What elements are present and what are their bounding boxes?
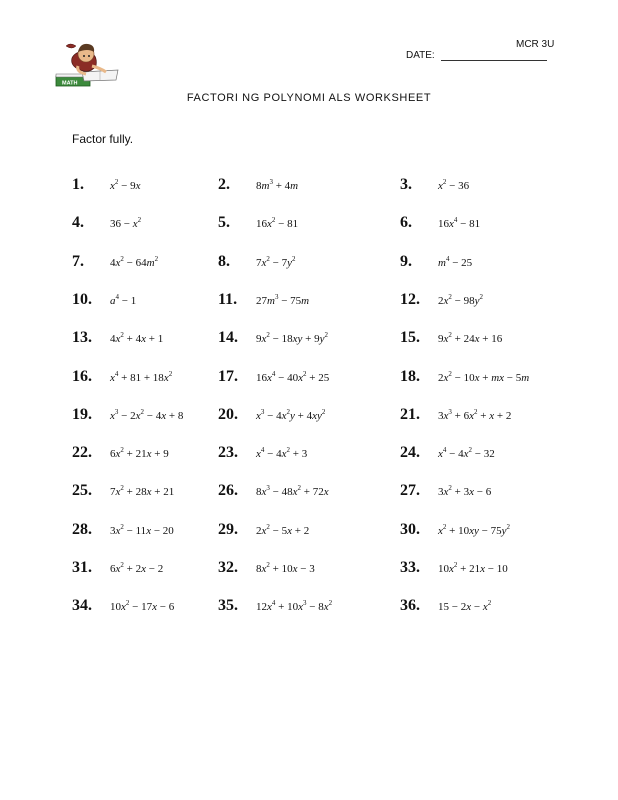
- problem-item: [218, 444, 307, 462]
- problem-expression: $8m^3 + 4m$: [256, 178, 299, 192]
- problem-expression: $15 - 2x - x^2$: [438, 599, 492, 614]
- problem-number: 26.: [218, 482, 238, 500]
- problem-number: 22.: [72, 444, 92, 462]
- problem-expression: $6x^2 + 21x + 9$: [110, 446, 169, 461]
- problem-expression: $10x^2 + 21x - 10$: [438, 561, 508, 575]
- problem-expression: $x^3 - 2x^2 - 4x + 8$: [110, 407, 184, 422]
- problem-expression: $7x^2 - 7y^2$: [256, 254, 296, 269]
- problem-item: [72, 214, 141, 232]
- problem-number: 5.: [218, 214, 230, 232]
- problem-expression: $3x^2 - 11x - 20$: [110, 522, 174, 537]
- problem-number: 15.: [400, 329, 420, 347]
- problem-number: 29.: [218, 520, 238, 538]
- problem-expression: $3x^3 + 6x^2 + x + 2$: [438, 407, 512, 422]
- problem-item: [400, 291, 483, 309]
- instructions: Factor fully.: [72, 132, 134, 146]
- problem-expression: $9x^2 - 18xy + 9y^2$: [256, 331, 328, 346]
- problem-item: [72, 176, 141, 194]
- problem-number: 3.: [400, 176, 412, 193]
- problem-item: [400, 482, 491, 500]
- math-book-label: MATH: [62, 80, 78, 87]
- problem-expression: $2x^2 - 10x$ + mx − 5m: [438, 369, 530, 384]
- problem-expression: $m^4 - 25$: [438, 254, 473, 269]
- problem-number: 9.: [400, 252, 412, 270]
- problem-item: [400, 253, 472, 271]
- problem-item: [218, 214, 298, 232]
- problem-number: 28.: [72, 520, 92, 538]
- problem-expression: $16x^4 - 40x^2 + 25$: [256, 369, 330, 384]
- problem-item: [218, 482, 329, 500]
- problem-number: 35.: [218, 597, 238, 615]
- problem-expression: $9x^2 + 24x + 16$: [438, 331, 503, 346]
- student-reading-clipart: [52, 36, 124, 92]
- problem-expression: $a^4 - 1$: [110, 292, 137, 307]
- date-field: [406, 50, 547, 61]
- problem-item: [218, 291, 309, 309]
- problem-item: [72, 291, 136, 309]
- problem-number: 33.: [400, 559, 420, 576]
- problem-item: [72, 559, 163, 577]
- problem-number: 20.: [218, 405, 238, 423]
- problem-number: 12.: [400, 290, 420, 308]
- problem-number: 34.: [72, 597, 92, 615]
- problem-item: [72, 597, 174, 615]
- problem-number: 6.: [400, 214, 412, 232]
- problem-number: 30.: [400, 520, 420, 538]
- problem-item: [400, 521, 510, 539]
- problem-number: 19.: [72, 405, 92, 423]
- problem-number: 18.: [400, 367, 420, 385]
- problem-expression: $x^2 + 10xy - 75y^2$: [438, 522, 510, 537]
- problem-item: [400, 176, 469, 194]
- date-blank-line: [441, 50, 547, 61]
- problem-item: [400, 597, 491, 615]
- problem-item: [218, 559, 315, 577]
- problem-expression: $16x^2 - 81$: [256, 216, 299, 231]
- problem-item: [72, 253, 158, 271]
- problem-number: 21.: [400, 405, 420, 423]
- problem-item: [400, 368, 529, 386]
- problem-item: [218, 329, 328, 347]
- problem-item: [400, 559, 508, 577]
- problem-expression: $10x^2 - 17x - 6$: [110, 599, 175, 614]
- problem-expression: $12x^4 + 10x^3 - 8x^2$: [256, 599, 333, 614]
- problem-item: [72, 329, 163, 347]
- problem-number: 8.: [218, 252, 230, 270]
- problem-number: 2.: [218, 176, 230, 193]
- problem-expression: $16x^4 - 81$: [438, 216, 481, 231]
- problem-number: 4.: [72, 214, 84, 232]
- problem-expression: $8x^3 - 48x^2 + 72x$: [256, 484, 329, 499]
- problem-expression: $4x^2 - 64m^2$: [110, 254, 159, 269]
- problem-number: 24.: [400, 444, 420, 462]
- problem-number: 17.: [218, 367, 238, 385]
- problem-expression: $36 - x^2$: [110, 216, 142, 231]
- problem-item: [218, 406, 325, 424]
- problem-item: [72, 406, 183, 424]
- problem-item: [400, 329, 502, 347]
- problem-expression: $x^4 - 4x^2 - 32$: [438, 446, 495, 461]
- problem-number: 11.: [218, 290, 238, 308]
- problem-item: [218, 368, 329, 386]
- problem-number: 14.: [218, 329, 238, 347]
- problem-number: 23.: [218, 444, 238, 462]
- problem-expression: $6x^2 + 2x - 2$: [110, 561, 164, 575]
- problem-number: 25.: [72, 482, 92, 500]
- problem-item: [218, 521, 309, 539]
- problem-expression: $3x^2 + 3x - 6$: [438, 484, 492, 499]
- problem-expression: $4x^2 + 4x + 1$: [110, 331, 164, 346]
- problem-expression: $x^3 - 4x^2y + 4xy^2$: [256, 407, 326, 422]
- problem-number: 36.: [400, 597, 420, 615]
- problem-number: 7.: [72, 252, 84, 270]
- problem-expression: $7x^2 + 28x + 21$: [110, 484, 175, 499]
- problem-number: 32.: [218, 559, 238, 576]
- problem-number: 13.: [72, 329, 92, 347]
- problem-expression: $x^4 - 4x^2 + 3$: [256, 446, 308, 461]
- problem-item: [72, 368, 172, 386]
- problem-item: [400, 214, 480, 232]
- problem-number: 1.: [72, 176, 84, 193]
- problem-item: [218, 176, 298, 194]
- course-code: MCR 3U: [516, 39, 555, 50]
- problem-item: [72, 444, 169, 462]
- problem-number: 10.: [72, 290, 92, 308]
- problem-expression: $8x^2 + 10x - 3$: [256, 561, 315, 575]
- problem-item: [218, 253, 296, 271]
- problem-expression: $2x^2 - 98y^2$: [438, 292, 483, 307]
- problem-expression: $27m^3 - 75m$: [256, 292, 310, 307]
- problem-item: [72, 482, 174, 500]
- problem-expression: $x^2 - 36$: [438, 178, 470, 192]
- problem-item: [400, 406, 511, 424]
- problem-expression: $2x^2 - 5x + 2$: [256, 522, 310, 537]
- problem-expression: $x^2 - 9x$: [110, 178, 141, 192]
- worksheet-title: FACTORI NG POLYNOMI ALS WORKSHEET: [186, 92, 432, 104]
- problem-number: 27.: [400, 482, 420, 500]
- problem-item: [218, 597, 332, 615]
- date-label: DATE:: [406, 50, 435, 61]
- problem-item: [72, 521, 174, 539]
- problem-expression: $x^4 + 81 + 18x^2$: [110, 369, 173, 384]
- problem-item: [400, 444, 495, 462]
- problem-number: 16.: [72, 367, 92, 385]
- problem-number: 31.: [72, 559, 92, 576]
